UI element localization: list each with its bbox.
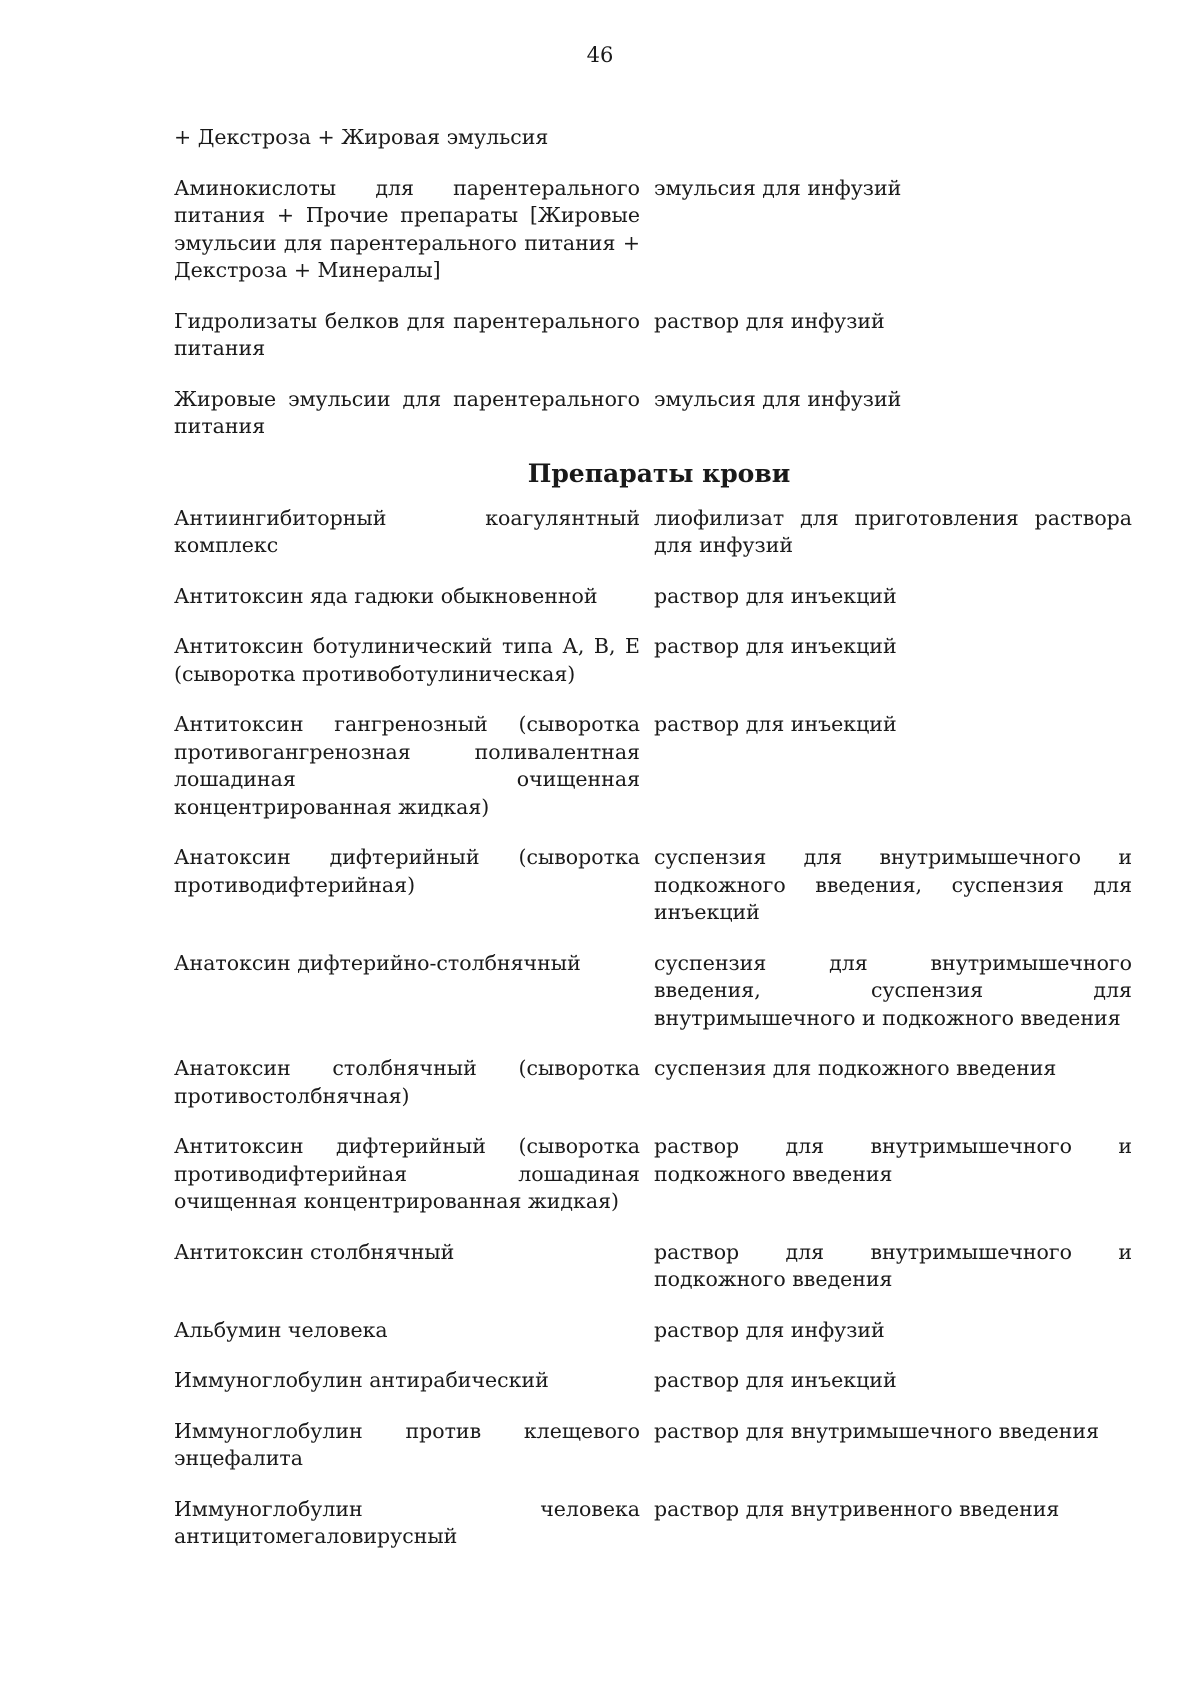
dosage-form: раствор для инфузий [654, 308, 885, 333]
drug-name: Антитоксин столбнячный [174, 1239, 455, 1264]
drug-name: Аминокислоты для парентерального питания + Прочие препараты [Жировые эмульсии для парентерального питания + Декстроза + Минералы] [174, 175, 640, 282]
drug-name: Анатоксин дифтерийный (сыворотка противодифтерийная) [174, 845, 640, 897]
drug-name: Иммуноглобулин антирабический [174, 1368, 549, 1392]
table-row [174, 124, 1132, 152]
dosage-form: суспензия для внутримышечного введения, суспензия для внутримышечного и подкожного введения [654, 950, 1132, 1030]
table-row [174, 308, 1132, 363]
drug-name: Антитоксин дифтерийный (сыворотка противодифтерийная лошадиная очищенная концентрированная жидкая) [174, 1134, 640, 1213]
table-row [174, 1239, 1132, 1294]
page-number: 46 [586, 43, 614, 67]
table-row [174, 950, 1132, 1033]
table-row [174, 505, 1132, 560]
table-row [174, 1418, 1132, 1473]
document-body [174, 124, 1132, 1574]
table-row [174, 711, 1132, 821]
drug-name: Анатоксин столбнячный (сыворотка противостолбнячная) [174, 1056, 640, 1108]
dosage-form: эмульсия для инфузий [654, 175, 902, 200]
drug-name: Альбумин человека [174, 1317, 388, 1342]
table-row [174, 1317, 1132, 1345]
table-row [174, 175, 1132, 285]
dosage-form: раствор для инъекций [654, 712, 897, 736]
drug-name: Антитоксин ботулинический типа А, В, Е (сыворотка противоботулиническая) [174, 634, 640, 686]
drug-name: Жировые эмульсии для парентерального питания [174, 386, 640, 438]
table-row [174, 583, 1132, 611]
dosage-form: суспензия для внутримышечного и подкожного введения, суспензия для инъекций [654, 845, 1132, 924]
dosage-form: эмульсия для инфузий [654, 386, 902, 411]
drug-name: Гидролизаты белков для парентерального питания [174, 308, 640, 360]
table-row [174, 1367, 1132, 1395]
drug-name: Анатоксин дифтерийно-столбнячный [174, 950, 581, 975]
dosage-form: раствор для внутривенного введения [654, 1496, 1060, 1521]
dosage-form: раствор для инъекций [654, 634, 897, 658]
table-row [174, 1133, 1132, 1216]
table-row [174, 1496, 1132, 1551]
table-row [174, 844, 1132, 927]
drug-name: Антиингибиторный коагулянтный комплекс [174, 505, 640, 557]
dosage-form: раствор для инъекций [654, 1368, 897, 1392]
drug-name: Иммуноглобулин против клещевого энцефалита [174, 1418, 640, 1470]
table-row [174, 1055, 1132, 1110]
table-row [174, 633, 1132, 688]
drug-name: + Декстроза + Жировая эмульсия [174, 125, 549, 149]
dosage-form: раствор для внутримышечного и подкожного введения [654, 1239, 1132, 1291]
dosage-form: раствор для инъекций [654, 583, 897, 608]
drug-name: Иммуноглобулин человека антицитомегаловирусный [174, 1496, 640, 1548]
dosage-form: лиофилизат для приготовления раствора для инфузий [654, 505, 1132, 557]
dosage-form: суспензия для подкожного введения [654, 1056, 1057, 1080]
table-row [174, 386, 1132, 441]
section-heading: Препараты крови [527, 458, 791, 488]
dosage-form: раствор для внутримышечного введения [654, 1418, 1100, 1443]
drug-name: Антитоксин яда гадюки обыкновенной [174, 583, 598, 608]
dosage-form: раствор для инфузий [654, 1317, 885, 1342]
drug-name: Антитоксин гангренозный (сыворотка противогангренозная поливалентная лошадиная очищенная концентрированная жидкая) [174, 712, 640, 819]
dosage-form: раствор для внутримышечного и подкожного введения [654, 1134, 1132, 1186]
